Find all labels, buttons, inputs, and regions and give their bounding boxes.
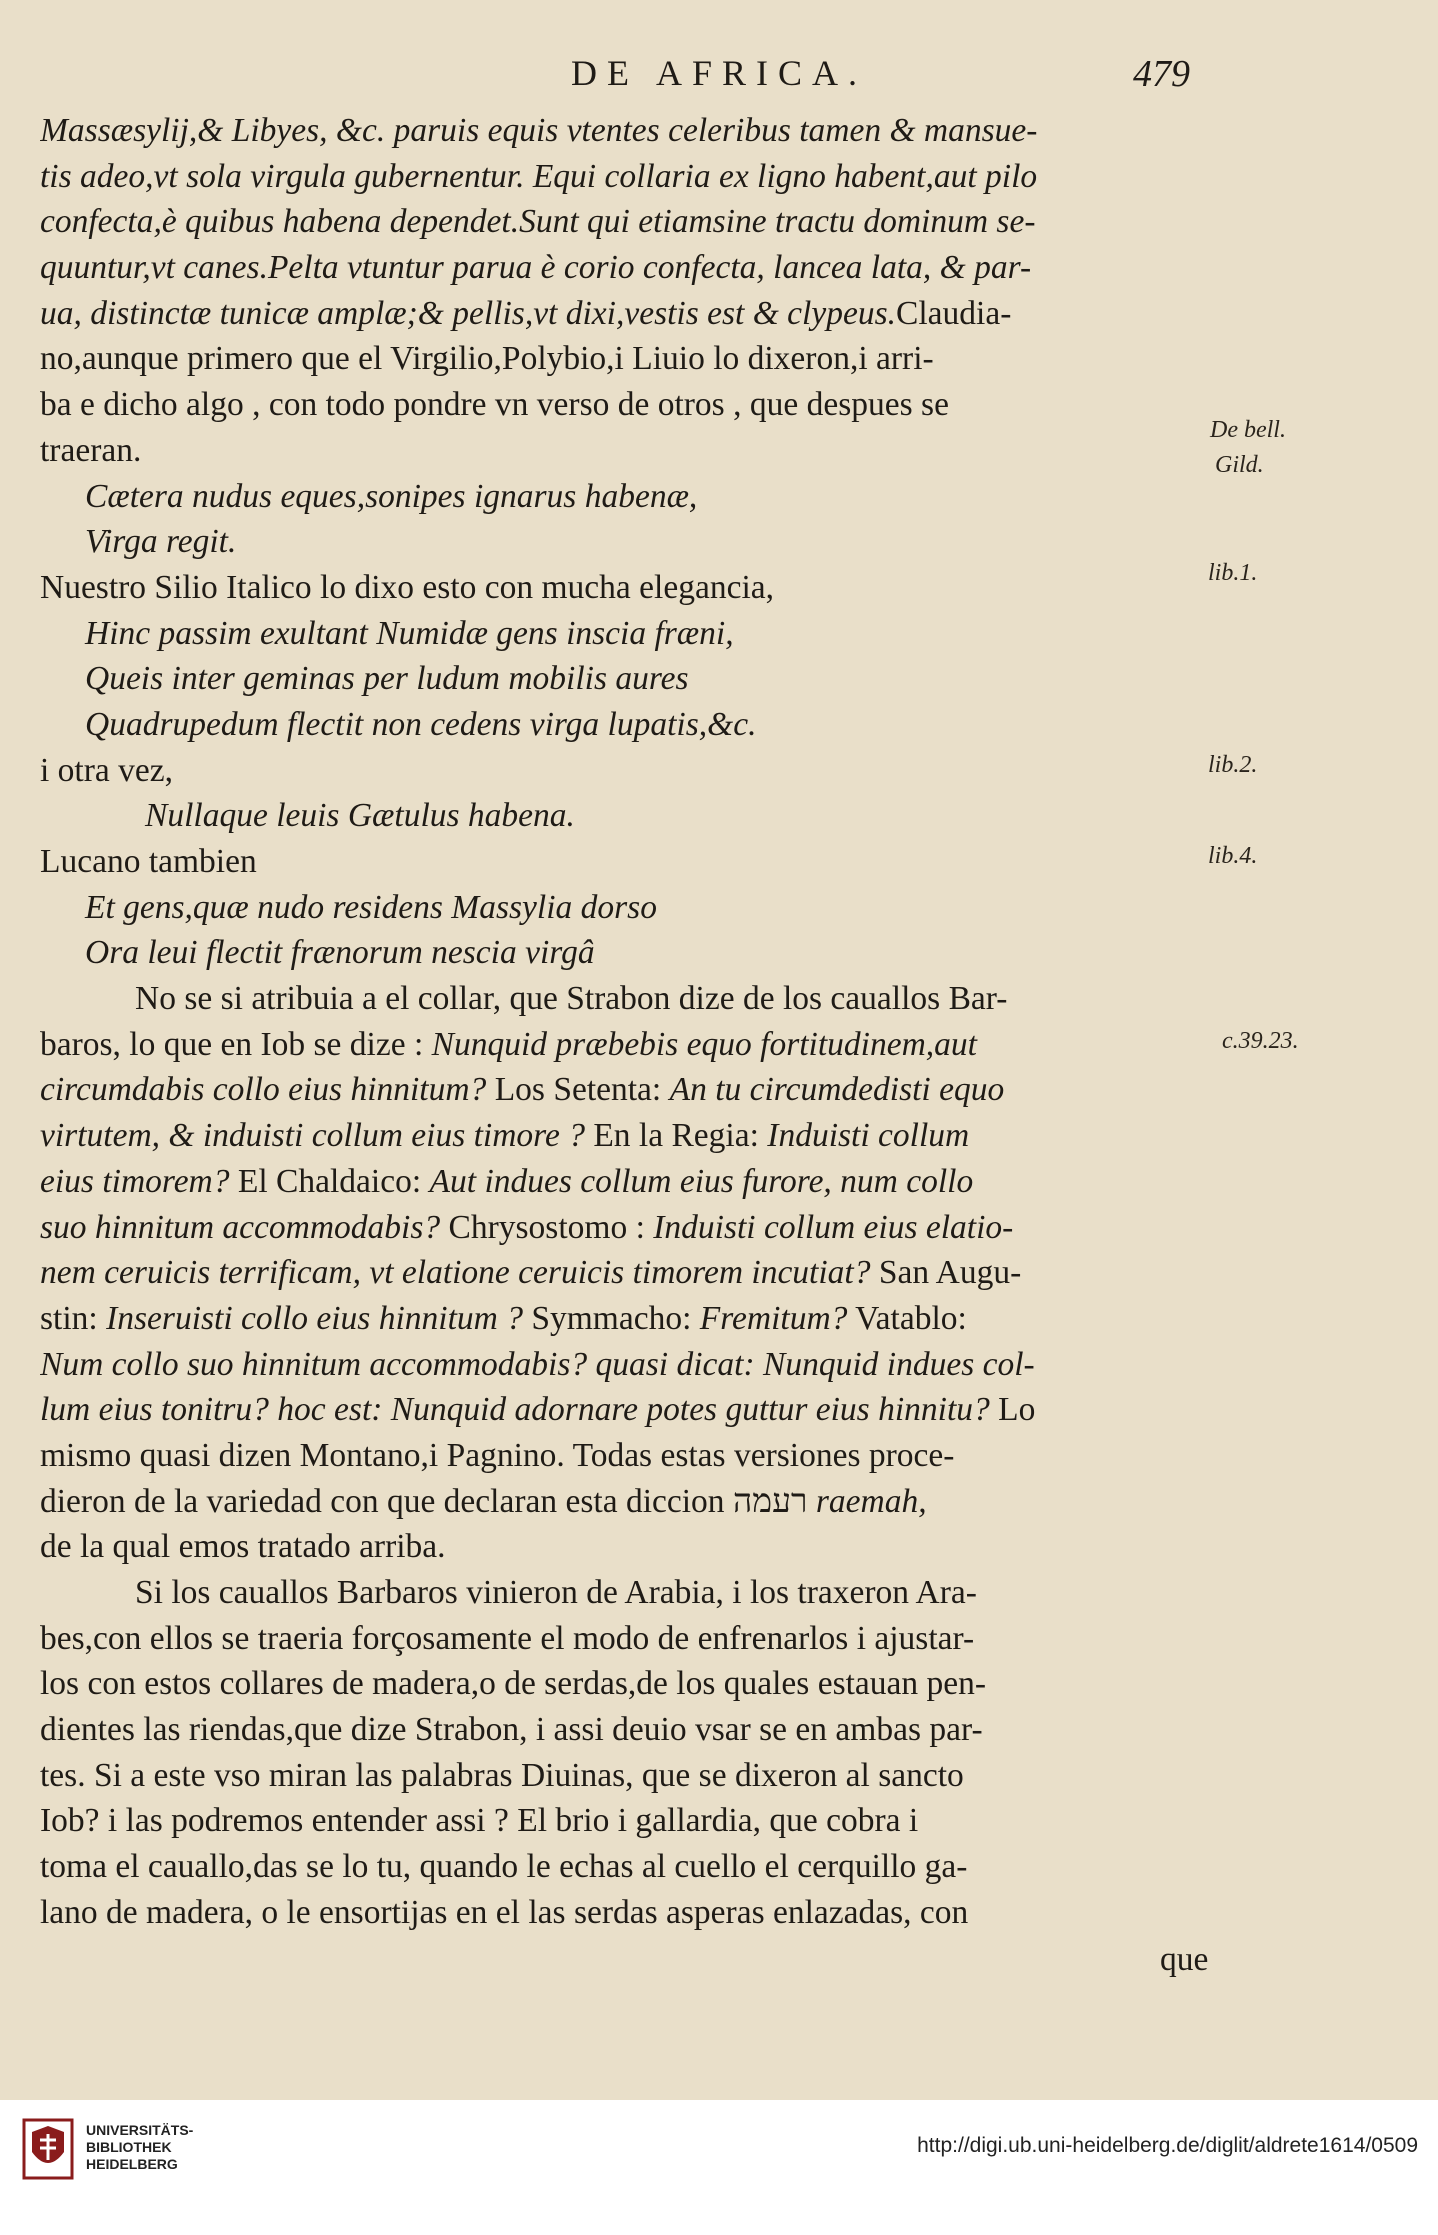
- text-line: [40, 565, 1215, 611]
- text-line: [40, 748, 1215, 794]
- text-segment: Los Setenta:: [486, 1071, 670, 1109]
- text-segment: Et gens,quæ nudo residens Massylia dorso: [85, 888, 657, 926]
- margin-note-c39: c.39.23.: [1222, 1028, 1299, 1054]
- text-segment: Fremitum?: [699, 1299, 848, 1337]
- text-segment: stin:: [40, 1299, 107, 1337]
- margin-note-de-bell: De bell.: [1210, 417, 1286, 443]
- text-segment: Num collo suo hinnitum accommodabis? quasi dicat: Nunquid indues col-: [40, 1345, 1035, 1383]
- margin-note-lib1: lib.1.: [1208, 560, 1258, 586]
- text-segment: i otra vez,: [40, 751, 174, 789]
- text-line: [40, 1890, 1215, 1936]
- source-url-link[interactable]: http://digi.ub.uni-heidelberg.de/diglit/aldrete1614/0509: [917, 2134, 1418, 2157]
- text-line: [40, 1022, 1215, 1068]
- university-seal-icon: [22, 2118, 74, 2180]
- text-segment: An tu circumdedisti equo: [669, 1071, 1005, 1109]
- text-segment: No se si atribuia a el collar, que Strabon dize de los cauallos Bar-: [135, 980, 1008, 1018]
- text-segment: Inseruisti collo eius hinnitum ?: [106, 1299, 523, 1337]
- text-segment: Cætera nudus eques,sonipes ignarus habenæ,: [85, 477, 698, 515]
- text-segment: los con estos collares de madera,o de serdas,de los quales estauan pen-: [40, 1665, 987, 1703]
- text-line: [40, 1433, 1215, 1479]
- text-line: [40, 428, 1215, 474]
- text-segment: Lo: [989, 1391, 1036, 1429]
- text-segment: eius timorem?: [40, 1162, 230, 1200]
- text-line: [40, 1753, 1215, 1799]
- text-line: [40, 199, 1215, 245]
- text-segment: confecta,è quibus habena dependet.Sunt qui etiamsine tractu dominum se-: [40, 203, 1036, 241]
- text-segment: רעמה: [732, 1482, 808, 1520]
- text-line: [40, 1479, 1215, 1525]
- page-header: [0, 52, 1438, 102]
- body-text: [40, 108, 1215, 1936]
- text-segment: San Augu-: [870, 1254, 1022, 1292]
- text-segment: tes. Si a este vso miran las palabras Diuinas, que se dixeron al sancto: [40, 1756, 964, 1794]
- text-segment: En la Regia:: [584, 1117, 768, 1155]
- text-segment: Virga regit.: [85, 523, 237, 561]
- text-segment: Lucano tambien: [40, 843, 257, 880]
- text-segment: toma el cauallo,das se lo tu, quando le echas al cuello el cerquillo ga-: [40, 1848, 968, 1886]
- text-segment: El Chaldaico:: [229, 1162, 430, 1200]
- text-line: [40, 1570, 1215, 1616]
- text-line: [40, 839, 1215, 885]
- text-line: [40, 611, 1215, 657]
- text-segment: Iob? i las podremos entender assi ? El brio i gallardia, que cobra i: [40, 1802, 919, 1840]
- text-line: [40, 885, 1215, 931]
- text-segment: Induisti collum: [767, 1117, 970, 1155]
- text-line: [40, 1067, 1215, 1113]
- text-line: [40, 1616, 1215, 1662]
- text-segment: ua, distinctæ tunicæ amplæ;& pellis,vt dixi,vestis est & clypeus.: [40, 294, 897, 332]
- text-segment: tis adeo,vt sola virgula gubernentur. Equi collaria ex ligno habent,aut pilo: [40, 157, 1038, 195]
- text-line: [40, 976, 1215, 1022]
- text-line: [40, 336, 1215, 382]
- text-segment: Ora leui flectit frænorum nescia virgâ: [85, 934, 595, 972]
- text-line: [40, 1205, 1215, 1251]
- text-segment: suo hinnitum accommodabis?: [40, 1208, 441, 1246]
- text-segment: de la qual emos tratado arriba.: [40, 1528, 446, 1566]
- text-segment: dientes las riendas,que dize Strabon, i assi deuio vsar se en ambas par-: [40, 1711, 983, 1749]
- text-segment: Induisti collum eius elatio-: [653, 1208, 1014, 1246]
- viewer-footer: [0, 2100, 1438, 2235]
- margin-note-lib2: lib.2.: [1208, 752, 1258, 778]
- page-number: 479: [1133, 53, 1190, 95]
- text-segment: Massæsylij,& Libyes, &c. paruis equis vtentes celeribus tamen & mansue-: [40, 112, 1038, 149]
- text-line: [40, 154, 1215, 200]
- text-segment: Symmacho:: [522, 1299, 700, 1337]
- text-segment: Si los cauallos Barbaros vinieron de Arabia, i los traxeron Ara-: [135, 1574, 977, 1611]
- text-line: [40, 291, 1215, 337]
- text-line: [40, 1844, 1215, 1890]
- text-segment: Nullaque leuis Gætulus habena.: [145, 797, 575, 835]
- text-line: [40, 382, 1215, 428]
- text-line: [40, 1342, 1215, 1388]
- text-line: [40, 1707, 1215, 1753]
- text-segment: dieron de la variedad con que declaran esta diccion: [40, 1482, 733, 1520]
- text-segment: Chrysostomo :: [440, 1208, 654, 1246]
- text-line: [40, 1661, 1215, 1707]
- text-line: [40, 1296, 1215, 1342]
- text-segment: Hinc passim exultant Numidæ gens inscia fræni,: [85, 614, 734, 652]
- text-segment: no,aunque primero que el Virgilio,Polybio,i Liuio lo dixeron,i arri-: [40, 340, 934, 378]
- catchword: que: [1160, 1941, 1209, 1978]
- text-segment: lum eius tonitru? hoc est: Nunquid adornare potes guttur eius hinnitu?: [40, 1391, 990, 1429]
- text-line: [40, 1113, 1215, 1159]
- text-segment: Aut indues collum eius furore, num collo: [429, 1162, 974, 1200]
- text-segment: ba e dicho algo , con todo pondre vn verso de otros , que despues se: [40, 386, 949, 424]
- text-line: [40, 1159, 1215, 1205]
- text-segment: raemah,: [807, 1482, 927, 1520]
- text-line: [40, 245, 1215, 291]
- text-line: [40, 793, 1215, 839]
- text-line: [40, 108, 1215, 154]
- text-segment: Queis inter geminas per ludum mobilis aures: [85, 660, 689, 698]
- text-segment: traeran.: [40, 431, 142, 469]
- library-logo-text: UNIVERSITÄTS- BIBLIOTHEK HEIDELBERG: [86, 2122, 194, 2172]
- text-line: [40, 519, 1215, 565]
- margin-note-gild: Gild.: [1215, 452, 1264, 478]
- text-line: [40, 1387, 1215, 1433]
- text-segment: virtutem, & induisti collum eius timore ?: [40, 1117, 585, 1155]
- text-segment: Quadrupedum flectit non cedens virga lupatis,&c.: [85, 705, 757, 743]
- text-segment: nem ceruicis terrificam, vt elatione ceruicis timorem incutiat?: [40, 1254, 871, 1292]
- text-line: [40, 1524, 1215, 1570]
- text-segment: mismo quasi dizen Montano,i Pagnino. Todas estas versiones proce-: [40, 1436, 955, 1474]
- text-segment: lano de madera, o le ensortijas en el las serdas asperas enlazadas, con: [40, 1893, 969, 1931]
- text-segment: circumdabis collo eius hinnitum?: [40, 1071, 487, 1109]
- text-line: [40, 656, 1215, 702]
- text-line: [40, 1798, 1215, 1844]
- text-segment: Vatablo:: [847, 1299, 967, 1337]
- text-line: [40, 702, 1215, 748]
- text-segment: Claudia-: [896, 294, 1012, 332]
- running-title: DE AFRICA.: [570, 53, 868, 93]
- text-segment: Nuestro Silio Italico lo dixo esto con mucha elegancia,: [40, 568, 775, 606]
- text-line: [40, 1250, 1215, 1296]
- margin-note-lib4: lib.4.: [1208, 843, 1258, 869]
- text-segment: Nunquid præbebis equo fortitudinem,aut: [431, 1025, 977, 1063]
- text-segment: baros, lo que en Iob se dize :: [40, 1025, 432, 1063]
- text-line: [40, 930, 1215, 976]
- text-segment: quuntur,vt canes.Pelta vtuntur parua è corio confecta, lancea lata, & par-: [40, 249, 1032, 287]
- text-segment: bes,con ellos se traeria forçosamente el modo de enfrenarlos i ajustar-: [40, 1619, 975, 1657]
- text-line: [40, 474, 1215, 520]
